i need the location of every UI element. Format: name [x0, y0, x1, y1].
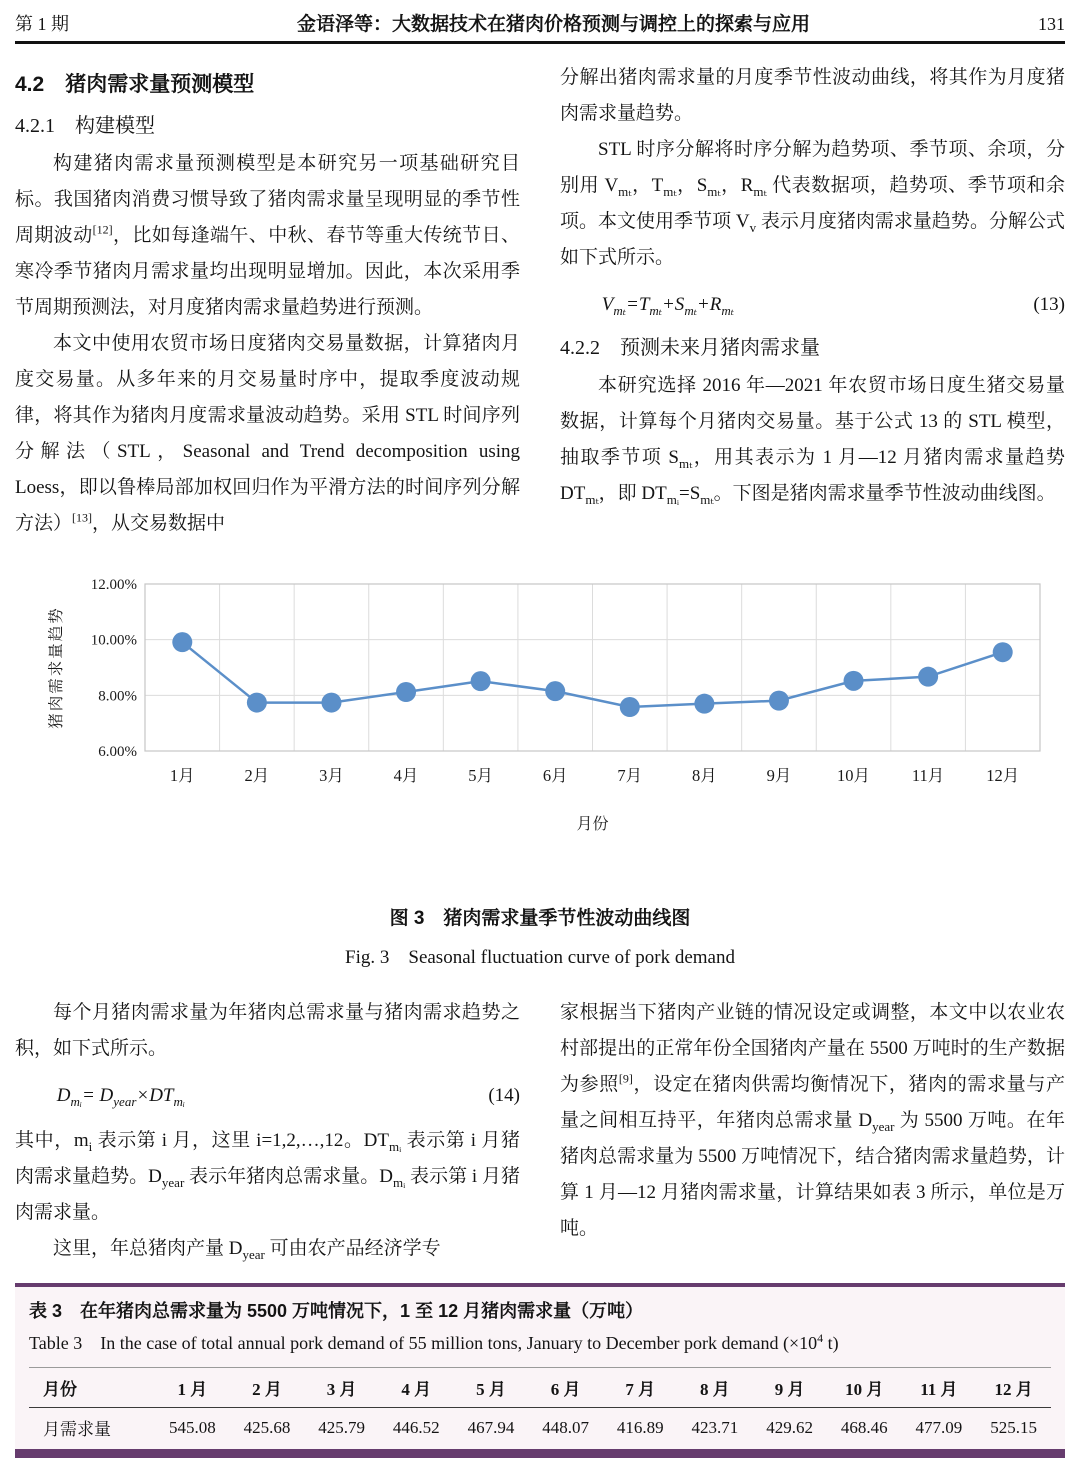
seasonal-curve-chart [15, 556, 1065, 856]
paragraph-dyear-source: 这里，年总猪肉产量 $D_{year}$ 可由农产品经济学专 [53, 1238, 441, 1262]
paragraph-monthly-demand: 每个月猪肉需求量为年猪肉总需求量与猪肉需求趋势之积，如下式所示。 [15, 1002, 520, 1059]
x-tick-label: 9月 [766, 766, 792, 785]
x-tick-label: 8月 [692, 766, 717, 785]
paragraph-predict-demand: 本研究选择 2016 年—2021 年农贸市场日度生猪交易量数据，计算每个月猪肉交易量。基于公式 13 的 STL 模型，抽取季节项 $S_{m_t}$，用其表示为 1 月—12 月猪肉需求量趋势 $DT_{m_t}$，即 $DT_{mᵢ}=S_{m_t}$。下图是猪肉需求量季节性波动曲线图。 [560, 375, 1065, 507]
left-column-bottom [15, 995, 520, 1267]
y-axis-title: 猪肉需求量趋势 [48, 606, 65, 729]
table-col-header: 9 月 [774, 1380, 805, 1399]
data-point [694, 694, 714, 714]
equation-13: $V_{m_t}=T_{m_t}+S_{m_t}+R_{m_t}$ (13) [560, 290, 1065, 320]
equation-14-number: (14) [488, 1085, 520, 1106]
section-heading-4-2: 4.2 猪肉需求量预测模型 [15, 73, 255, 96]
x-tick-label: 2月 [244, 766, 270, 785]
table-value-cell: 467.94 [467, 1417, 515, 1437]
table-3-section [15, 1283, 1065, 1458]
table-col-header: 6 月 [550, 1380, 581, 1399]
data-point [993, 642, 1013, 662]
journal-issue: 第 1 期 [15, 14, 69, 34]
table-row-label: 月需求量 [43, 1420, 111, 1439]
right-column-bottom [560, 995, 1065, 1267]
paragraph-build-model: 构建猪肉需求量预测模型是本研究另一项基础研究目标。我国猪肉消费习惯导致了猪肉需求量呈现明显的季节性周期波动[12]，比如每逢端午、中秋、春节等重大传统节日、寒冷季节猪肉月需求量均出现明显增加。因此，本次采用季节周期预测法，对月度猪肉需求量趋势进行预测。 [15, 153, 520, 318]
x-tick-label: 3月 [319, 766, 344, 785]
running-title: 金语泽等：大数据技术在猪肉价格预测与调控上的探索与应用 [296, 14, 810, 35]
table-value-cell: 416.89 [616, 1417, 664, 1437]
table-col-header: 2 月 [252, 1380, 282, 1399]
page-header [15, 0, 1065, 36]
equation-13-number: (13) [1033, 294, 1065, 315]
x-tick-label: 10月 [837, 766, 871, 785]
table-col-header: 12 月 [994, 1380, 1033, 1399]
page-number: 131 [1037, 14, 1065, 34]
x-tick-label: 7月 [617, 766, 643, 785]
table-col-header: 4 月 [401, 1380, 432, 1399]
data-point [545, 681, 565, 701]
equation-14: $D_{mᵢ}= D_{year}\times DT_{mᵢ}$ (14) [15, 1081, 520, 1111]
y-tick-label: 6.00% [98, 744, 137, 760]
x-tick-label: 4月 [393, 766, 419, 785]
table-value-cell: 477.09 [915, 1417, 963, 1437]
figure-3-caption-cn: 图 3 猪肉需求量季节性波动曲线图 [389, 908, 691, 929]
paragraph-dyear-setting: 家根据当下猪肉产业链的情况设定或调整，本文中以农业农村部提出的正常年份全国猪肉产量在 5500 万吨时的生产数据为参照[9]，设定在猪肉供需均衡情况下，猪肉的需求量与产量之间相互持平，年猪肉总需求量 $D_{year}$ 为 5500 万吨。在年猪肉总需求量为 5500 万吨情况下，结合猪肉需求量趋势，计算 1 月—12 月猪肉需求量，计算结果如表 3 所示，单位是万吨。 [560, 1002, 1065, 1239]
x-tick-label: 12月 [986, 766, 1020, 785]
table-value-cell: 429.62 [766, 1417, 813, 1437]
right-column-top [560, 60, 1065, 542]
table-value-cell: 468.46 [840, 1417, 888, 1437]
x-tick-label: 11月 [911, 766, 945, 785]
section-heading-4-2-1: 4.2.1 构建模型 [15, 115, 155, 137]
table-value-cell: 425.79 [318, 1417, 366, 1437]
x-tick-label: 1月 [169, 766, 195, 785]
y-tick-label: 10.00% [90, 632, 137, 649]
y-tick-label: 8.00% [98, 688, 137, 705]
data-point [769, 691, 789, 711]
paragraph-stl-method: 本文中使用农贸市场日度猪肉交易量数据，计算猪肉月度交易量。从多年来的月交易量时序中，提取季度波动规律，将其作为猪肉月度需求量波动趋势。采用 STL 时间序列分解法（STL，Seasonal and Trend decomposition using Loess，即以鲁棒局部加权回归作为平滑方法的时间序列分解方法）[13]，从交易数据中 [15, 333, 520, 534]
table-col-header: 3 月 [326, 1380, 357, 1399]
data-point [172, 632, 192, 652]
citation-13: [13] [72, 510, 93, 525]
text-columns-top [15, 60, 1065, 542]
data-point [918, 667, 938, 687]
data-point [471, 671, 491, 691]
paragraph-decompose-continued: 分解出猪肉需求量的月度季节性波动曲线，将其作为月度猪肉需求量趋势。 [560, 67, 1065, 124]
table-col-header: 1 月 [177, 1380, 208, 1399]
header-rule [15, 41, 1065, 44]
citation-9: [9] [618, 1071, 633, 1086]
table-col-header-month: 月份 [43, 1380, 77, 1399]
demand-table-data-row [29, 1408, 1051, 1448]
demand-table-header-row [29, 1368, 1051, 1408]
demand-table [29, 1367, 1051, 1447]
figure-3-chart [15, 556, 1065, 861]
paragraph-stl-terms: STL 时序分解将时序分解为趋势项、季节项、余项，分别用 $V_{m_t}$，$T_{m_t}$，$S_{m_t}$，$R_{m_t}$ 代表数据项，趋势项、季节项和余项。本文使用季节项 $V_v$ 表示月度猪肉需求量趋势。分解公式如下式所示。 [560, 139, 1065, 268]
section-heading-4-2-2: 4.2.2 预测未来月猪肉需求量 [560, 337, 820, 359]
x-axis-title: 月份 [576, 816, 609, 833]
table-col-header: 7 月 [625, 1380, 656, 1399]
x-tick-label: 6月 [542, 766, 568, 785]
table-col-header: 10 月 [845, 1380, 884, 1399]
table-value-cell: 446.52 [392, 1417, 440, 1437]
table-value-cell: 448.07 [542, 1417, 589, 1437]
table-value-cell: 423.71 [691, 1417, 739, 1437]
table-bottom-rule [15, 1449, 1065, 1458]
data-point [247, 693, 267, 713]
figure-3-caption-en: Fig. 3 Seasonal fluctuation curve of pork demand [345, 947, 735, 968]
table-col-header: 5 月 [476, 1380, 506, 1399]
table-col-header: 11 月 [920, 1380, 958, 1399]
table-value-cell: 425.68 [243, 1417, 291, 1437]
table-value-cell: 525.15 [990, 1417, 1037, 1437]
table-value-cell: 545.08 [168, 1417, 216, 1437]
text-columns-bottom [15, 995, 1065, 1267]
data-point [620, 697, 640, 717]
table-3-caption-cn: 表 3 在年猪肉总需求量为 5500 万吨情况下，1 至 12 月猪肉需求量（万吨） [29, 1301, 644, 1321]
data-point [844, 671, 864, 691]
citation-12: [12] [92, 222, 113, 237]
x-tick-label: 5月 [468, 766, 493, 785]
table-col-header: 8 月 [700, 1380, 730, 1399]
paragraph-variable-definitions: 其中，$m_i$ 表示第 i 月，这里 i=1,2,…,12。$DT_{mᵢ}$ 表示第 i 月猪肉需求量趋势。$D_{year}$ 表示年猪肉总需求量。$D_{mᵢ}$ 表示第 i 月猪肉需求量。 [15, 1130, 521, 1223]
data-point [321, 693, 341, 713]
y-tick-label: 12.00% [90, 577, 137, 593]
table-3-caption-en: Table 3 In the case of total annual pork demand of 55 million tons, January to December pork demand ($\times 10^4$ t) [29, 1331, 839, 1353]
data-point [396, 682, 416, 702]
left-column-top [15, 60, 520, 542]
